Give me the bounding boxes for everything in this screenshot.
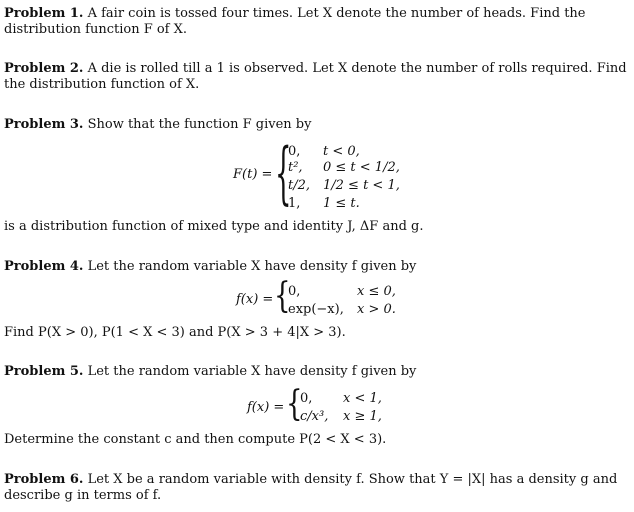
problem-4-lhs: f(x) = (236, 292, 274, 307)
problem-5-lhs: f(x) = (247, 400, 285, 415)
p3-case-value: 0, (288, 144, 301, 159)
left-brace-icon: { (274, 275, 291, 317)
p5-case-cond: x < 1, (343, 391, 382, 406)
p3-case-value: t/2, (288, 178, 311, 193)
p5-case-cond: x ≥ 1, (343, 409, 382, 424)
p3-case-cond: 1 ≤ t. (323, 196, 360, 211)
p3-case-cond: 1/2 ≤ t < 1, (323, 178, 400, 193)
left-brace-icon: { (286, 383, 303, 425)
problem-5-intro-line (4, 364, 628, 380)
problem-4-label: Problem 4. (4, 259, 84, 274)
problem-2-label: Problem 2. (4, 61, 84, 76)
problem-1-label: Problem 1. (4, 6, 84, 21)
p4-case-value: exp(−x), (288, 302, 344, 317)
problem-4-outro: Find P(X > 0), P(1 < X < 3) and P(X > 3 + 4|X > 3). (4, 325, 346, 340)
problem-1-text: A fair coin is tossed four times. Let X denote the number of heads. Find the distribution function F of X. (4, 6, 586, 37)
problem-3-intro: Show that the function F given by (87, 117, 312, 132)
problem-5-label: Problem 5. (4, 364, 84, 379)
problem-3-outro: is a distribution function of mixed type and identity J, ΔF and g. (4, 219, 424, 234)
p5-case-value: c/x³, (300, 409, 329, 424)
p3-case-cond: 0 ≤ t < 1/2, (323, 160, 400, 175)
problem-1 (4, 6, 628, 38)
problem-6 (4, 472, 628, 504)
p3-case-value: 1, (288, 196, 301, 211)
p3-case-value: t², (288, 160, 303, 175)
problem-6-text: Let X be a random variable with density f. Show that Y = |X| has a density g and describe g in terms of f. (4, 472, 618, 503)
p4-case-cond: x > 0. (357, 302, 396, 317)
problem-3-label: Problem 3. (4, 117, 84, 132)
p4-case-cond: x ≤ 0, (357, 284, 396, 299)
problem-4-intro-line (4, 259, 628, 275)
problem-2 (4, 61, 628, 93)
problem-4-intro: Let the random variable X have density f given by (87, 259, 417, 274)
problem-6-label: Problem 6. (4, 472, 84, 487)
problem-3-intro-line (4, 117, 628, 133)
p4-case-value: 0, (288, 284, 301, 299)
p3-case-cond: t < 0, (323, 144, 360, 159)
problem-3-lhs: F(t) = (233, 167, 273, 182)
p5-case-value: 0, (300, 391, 313, 406)
problem-2-text: A die is rolled till a 1 is observed. Let X denote the number of rolls required. Find the distribution function of X. (4, 61, 627, 92)
left-brace-icon: { (275, 136, 292, 214)
problem-5-outro: Determine the constant c and then compute P(2 < X < 3). (4, 432, 387, 447)
problem-5-intro: Let the random variable X have density f given by (87, 364, 417, 379)
